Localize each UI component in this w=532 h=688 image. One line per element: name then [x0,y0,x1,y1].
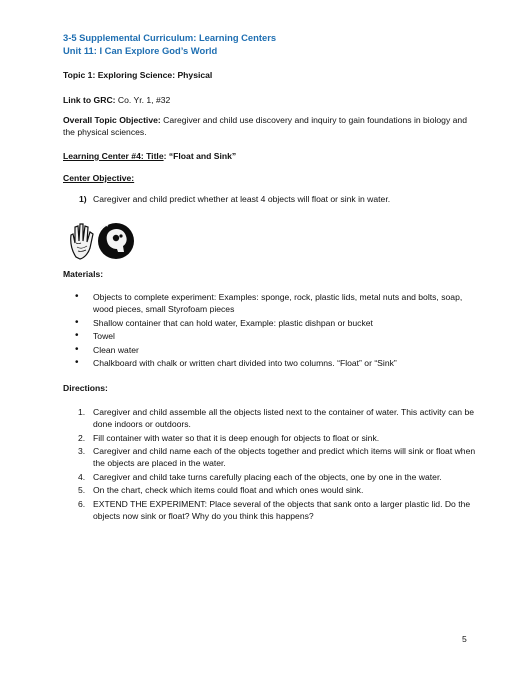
curriculum-title: 3-5 Supplemental Curriculum: Learning Centers [63,32,277,43]
list-item: 3. Caregiver and child name each of the objects together and predict which items will sink or float when the objects are placed in the water. [78,446,476,469]
list-item: 1. Caregiver and child assemble all the objects listed next to the container of water. This activity can be done indoors or outdoors. [78,407,475,429]
list-item: 2. Fill container with water so that it is deep enough for objects to float or sink. [78,432,380,443]
grc-label: Link to GRC: [63,95,116,105]
directions-heading: Directions: [63,383,108,393]
learning-center-name: “Float and Sink” [168,151,237,161]
list-item: • Towel [75,330,475,342]
list-item: • Chalkboard with chalk or written chart divided into two columns. “Float” or “Sink” [75,357,475,369]
list-item: 5. On the chart, check which items could float and which ones would sink. [78,485,364,496]
head-thinking-icon [98,223,134,259]
list-item: • Objects to complete experiment: Examples: sponge, rock, plastic lids, metal nuts and bolts, soap, wood pieces, small Styrofoam pieces [75,291,475,315]
page-number: 5 [462,634,467,644]
overall-objective [63,114,473,138]
document-header [63,31,276,57]
unit-title: Unit 11: I Can Explore God’s World [63,45,218,56]
topic-heading: Topic 1: Exploring Science: Physical [63,70,213,80]
objective-number: 1) [79,194,87,204]
list-item: 6. EXTEND THE EXPERIMENT: Place several of the objects that sank onto a larger plastic lid. Do the objects now sink or float? Why do you think this happens? [78,498,471,521]
grc-link [63,94,473,106]
center-objective-heading: Center Objective: [63,173,135,183]
list-item: • Shallow container that can hold water, Example: plastic dishpan or bucket [75,317,475,329]
materials-list [75,291,475,371]
directions-list [78,406,478,524]
overall-objective-text: Caregiver and child use discovery and inquiry to gain foundations in biology and the physical sciences. [63,115,467,137]
objective-text: Caregiver and child predict whether at least 4 objects will float or sink in water. [93,194,391,204]
learning-center-colon: : [163,151,169,161]
list-item: • Clean water [75,344,475,356]
learning-center-title [63,150,473,162]
hand-icon [71,224,93,259]
overall-objective-label: Overall Topic Objective: [63,115,161,125]
center-objective-item [79,193,479,205]
list-item: 4. Caregiver and child take turns carefully placing each of the objects, one by one in the water. [78,471,442,482]
objective-icons [66,221,138,261]
learning-center-label: Learning Center #4: Title [63,151,164,161]
materials-heading: Materials: [63,269,104,279]
grc-value: Co. Yr. 1, #32 [115,95,171,105]
